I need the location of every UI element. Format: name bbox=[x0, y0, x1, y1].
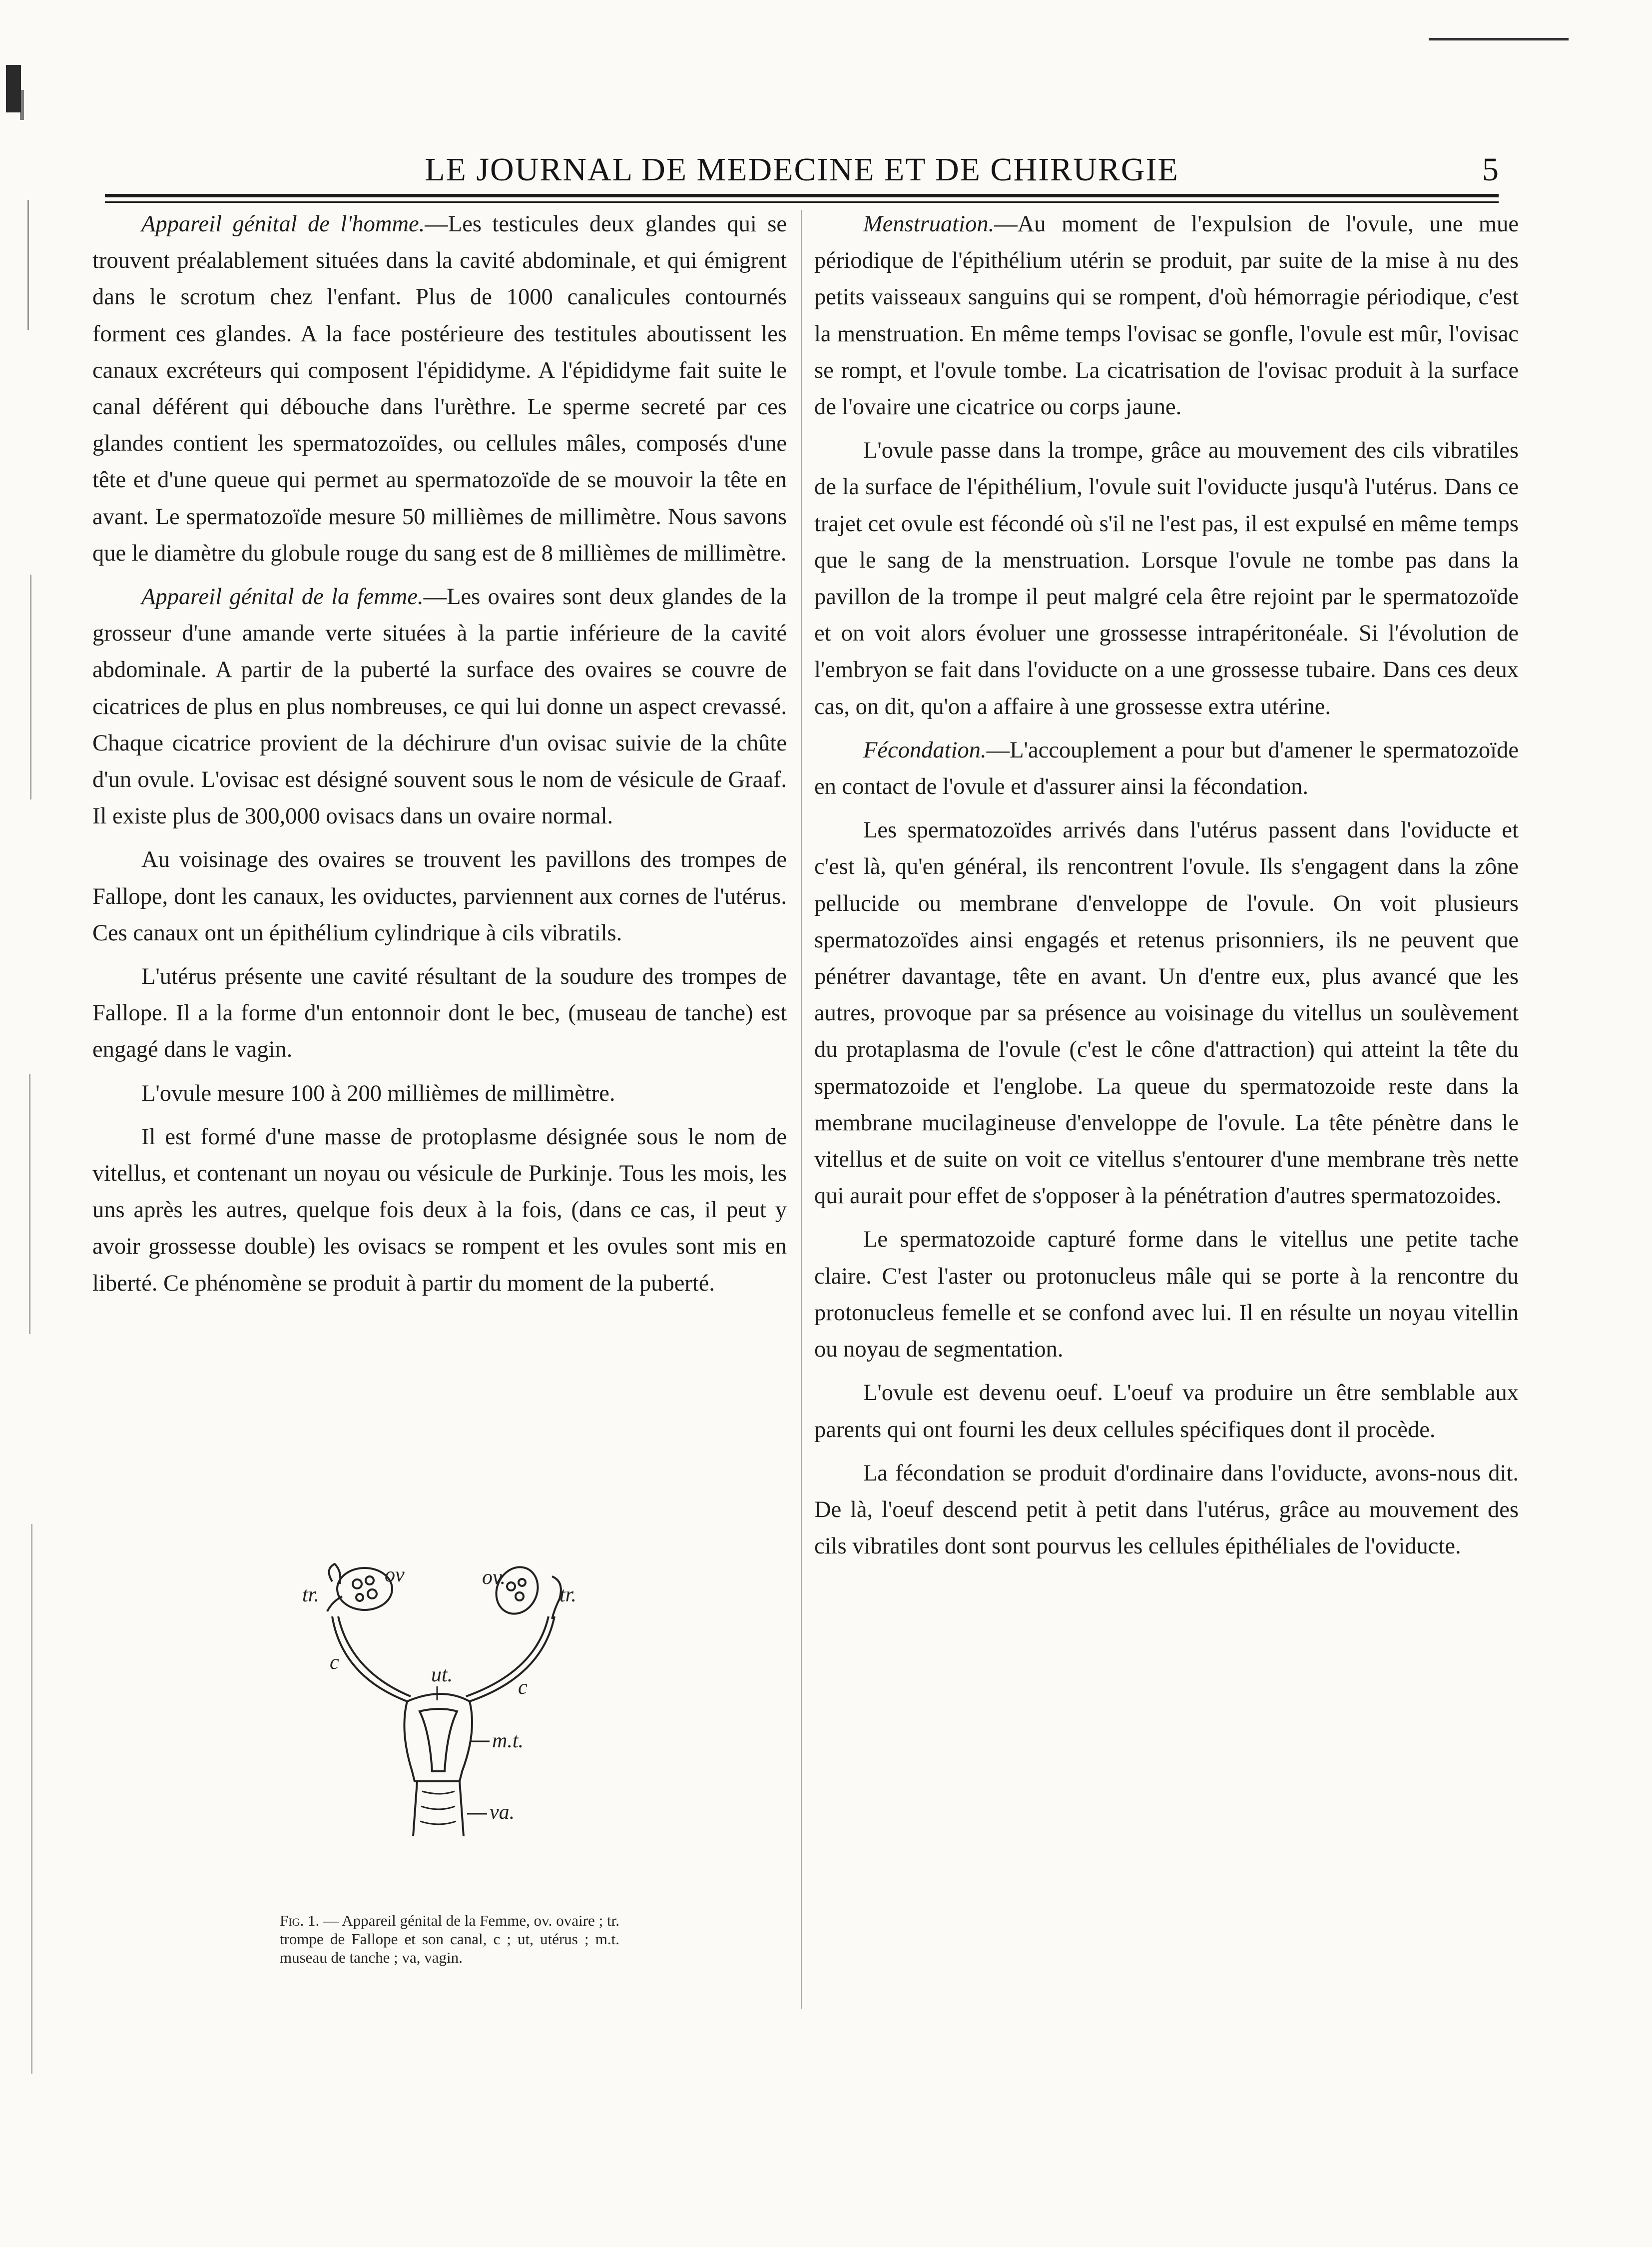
uterus-illustration bbox=[272, 1561, 632, 1841]
binding-edge-mark bbox=[27, 200, 29, 330]
anatomy-figure bbox=[272, 1561, 632, 1841]
paragraph-text: L'ovule passe dans la trompe, grâce au mouvement des cils vibratiles de la surface de l'épithélium, l'ovule suit l'oviducte jusqu'à l'utérus. Dans ce trajet cet ovule est fécondé où s'il ne l'est pas, il est expulsé en même temps que le sang de la menstruation. Lorsque l'ovule ne tombe pas dans la pavillon de la trompe il peut malgré cela être rejoint par le spermatozoïde et on voit alors évoluer une grossesse intrapéritonéale. Si l'évolution de l'embryon se fait dans l'oviducte on a une grossesse tubaire. Dans ces deux cas, on dit, qu'on a affaire à une grossesse extra utérine. bbox=[814, 438, 1519, 720]
paragraph-text: —L'accouplement a pour but d'amener le spermatozoïde en contact de l'ovule et d'assurer ainsi la fécondation. bbox=[814, 737, 1519, 800]
paragraph bbox=[814, 1375, 1519, 1448]
paragraph-heading: Menstruation. bbox=[863, 211, 995, 237]
paragraph bbox=[814, 206, 1519, 425]
paragraph bbox=[92, 579, 787, 834]
page-header bbox=[105, 151, 1499, 191]
left-column bbox=[92, 206, 787, 1309]
paragraph-heading: Appareil génital de l'homme. bbox=[141, 211, 425, 237]
uterus-outline bbox=[404, 1694, 472, 1781]
figure-number: Fig. 1. bbox=[280, 1912, 320, 1929]
binding-edge-mark bbox=[29, 1074, 30, 1334]
paragraph bbox=[814, 1455, 1519, 1565]
binding-edge-mark bbox=[6, 65, 21, 112]
paragraph bbox=[92, 1075, 787, 1112]
paragraph bbox=[814, 732, 1519, 805]
label-mt: m.t. bbox=[492, 1729, 524, 1752]
label-ut: ut. bbox=[431, 1663, 453, 1686]
binding-edge-mark bbox=[30, 575, 31, 799]
label-ov-left: ov bbox=[385, 1563, 405, 1586]
paragraph-text: L'ovule est devenu oeuf. L'oeuf va produire un être semblable aux parents qui ont fourni les deux cellules spécifiques dont il procède. bbox=[814, 1380, 1519, 1443]
binding-edge-mark bbox=[20, 90, 24, 120]
paragraph bbox=[92, 1119, 787, 1302]
paragraph bbox=[814, 1221, 1519, 1368]
paragraph-text: La fécondation se produit d'ordinaire dans l'oviducte, avons-nous dit. De là, l'oeuf descend petit à petit dans l'utérus, grâce au mouvement des cils vibratiles dont sont pourvus les cellules épithéliales de l'oviducte. bbox=[814, 1460, 1519, 1559]
label-tr-left: tr. bbox=[302, 1583, 319, 1606]
label-c-left: c bbox=[330, 1651, 339, 1674]
paragraph-text: L'utérus présente une cavité résultant de la soudure des trompes de Fallope. Il a la forme d'un entonnoir dont le bec, (museau de tanche) est engagé dans le vagin. bbox=[92, 964, 787, 1063]
top-corner-rule bbox=[1429, 38, 1569, 40]
paragraph-heading: Fécondation. bbox=[863, 737, 987, 763]
paragraph-text: —Les testicules deux glandes qui se trouvent préalablement situées dans la cavité abdominale, et qui émigrent dans le scrotum chez l'enfant. Plus de 1000 canalicules contournés forment ces glandes. A la face postérieure des testitules aboutissent les canaux excréteurs qui composent l'épididyme. A l'épididyme fait suite le canal déférent qui débouche dans l'urèthre. Le sperme secreté par ces glandes contient les spermatozoïdes, ou cellules mâles, composés d'une tête et d'une queue qui permet au spermatozoïde de se mouvoir la tête en avant. Le spermatozoïde mesure 50 millièmes de millimètre. Nous savons que le diamètre du globule rouge du sang est de 8 millièmes de millimètre. bbox=[92, 211, 787, 566]
paragraph-text: Le spermatozoide capturé forme dans le vitellus une petite tache claire. C'est l'aster ou protonucleus mâle qui se porte à la rencontre du protonucleus femelle et se confond avec lui. Il en résulte un noyau vitellin ou noyau de segmentation. bbox=[814, 1227, 1519, 1363]
header-rule-thin bbox=[105, 201, 1499, 203]
paragraph-text: L'ovule mesure 100 à 200 millièmes de millimètre. bbox=[141, 1080, 615, 1106]
paragraph bbox=[92, 958, 787, 1068]
column-divider bbox=[801, 210, 802, 2009]
paragraph bbox=[814, 432, 1519, 725]
binding-edge-mark bbox=[31, 1524, 32, 2074]
label-ov-right: ov. bbox=[482, 1566, 506, 1589]
paragraph bbox=[92, 206, 787, 572]
paragraph-text: —Les ovaires sont deux glandes de la grosseur d'une amande verte situées à la partie inférieure de la cavité abdominale. A partir de la puberté la surface des ovaires se couvre de cicatrices de plus en plus nombreuses, ce qui lui donne un aspect crevassé. Chaque cicatrice provient de la déchirure d'un ovisac suivie de la chûte d'un ovule. L'ovisac est désigné souvent sous le nom de vésicule de Graaf. Il existe plus de 300,000 ovisacs dans un ovaire normal. bbox=[92, 584, 787, 829]
page-number: 5 bbox=[1482, 151, 1499, 188]
paragraph-text: Au voisinage des ovaires se trouvent les pavillons des trompes de Fallope, dont les canaux, les oviductes, parviennent aux cornes de l'utérus. Ces canaux ont un épithélium cylindrique à cils vibratils. bbox=[92, 847, 787, 946]
paragraph bbox=[92, 841, 787, 951]
figure-caption-text: — Appareil génital de la Femme, ov. ovaire ; tr. trompe de Fallope et son canal, c ; ut, utérus ; m.t. museau de tanche ; va, vagin. bbox=[280, 1912, 619, 1966]
paragraph-text: —Au moment de l'expulsion de l'ovule, une mue périodique de l'épithélium utérin se produit, par suite de la mise à nu des petits vaisseaux sanguins qui se rompent, d'où hémorragie périodique, c'est la menstruation. En même temps l'ovisac se gonfle, l'ovule est mûr, l'ovisac se rompt, et l'ovule tombe. La cicatrisation de l'ovisac produit à la surface de l'ovaire une cicatrice ou corps jaune. bbox=[814, 211, 1519, 420]
right-column bbox=[814, 206, 1519, 1571]
header-rule bbox=[105, 194, 1499, 197]
label-c-right: c bbox=[518, 1676, 528, 1699]
label-va: va. bbox=[490, 1801, 515, 1824]
paragraph bbox=[814, 812, 1519, 1214]
right-fallopian-tube bbox=[470, 1616, 554, 1701]
label-tr-right: tr. bbox=[559, 1583, 576, 1606]
left-ovary-shape bbox=[337, 1568, 392, 1610]
paragraph-text: Il est formé d'une masse de protoplasme désignée sous le nom de vitellus, et contenant un noyau ou vésicule de Purkinje. Tous les mois, les uns après les autres, quelque fois deux à la fois, (dans ce cas, il peut y avoir grossesse double) les ovisacs se rompent et les ovules sont mis en liberté. Ce phénomène se produit à partir du moment de la puberté. bbox=[92, 1124, 787, 1296]
paragraph-text: Les spermatozoïdes arrivés dans l'utérus passent dans l'oviducte et c'est là, qu'en général, ils rencontrent l'ovule. Ils s'engagent dans la zône pellucide ou membrane d'enveloppe de l'ovule. On voit plusieurs spermatozoïdes ainsi engagés et retenus prisonniers, ils ne peuvent que pénétrer davantage, tête en avant. Un d'entre eux, plus avancé que les autres, provoque par sa présence au voisinage du vitellus un soulèvement du protaplasma de l'ovule (c'est le cône d'attraction) qui atteint la tête du spermatozoide et l'englobe. La queue du spermatozoide reste dans la membrane mucilagineuse d'enveloppe de l'ovule. La tête pénètre dans le vitellus et de suite on voit ce vitellus s'entourer d'une membrane très nette qui aurait pour effet de s'opposer à la pénétration d'autres spermatozoides. bbox=[814, 817, 1519, 1209]
paragraph-heading: Appareil génital de la femme. bbox=[141, 584, 424, 610]
journal-title: LE JOURNAL DE MEDECINE ET DE CHIRURGIE bbox=[425, 151, 1179, 188]
figure-caption bbox=[280, 1911, 619, 1967]
